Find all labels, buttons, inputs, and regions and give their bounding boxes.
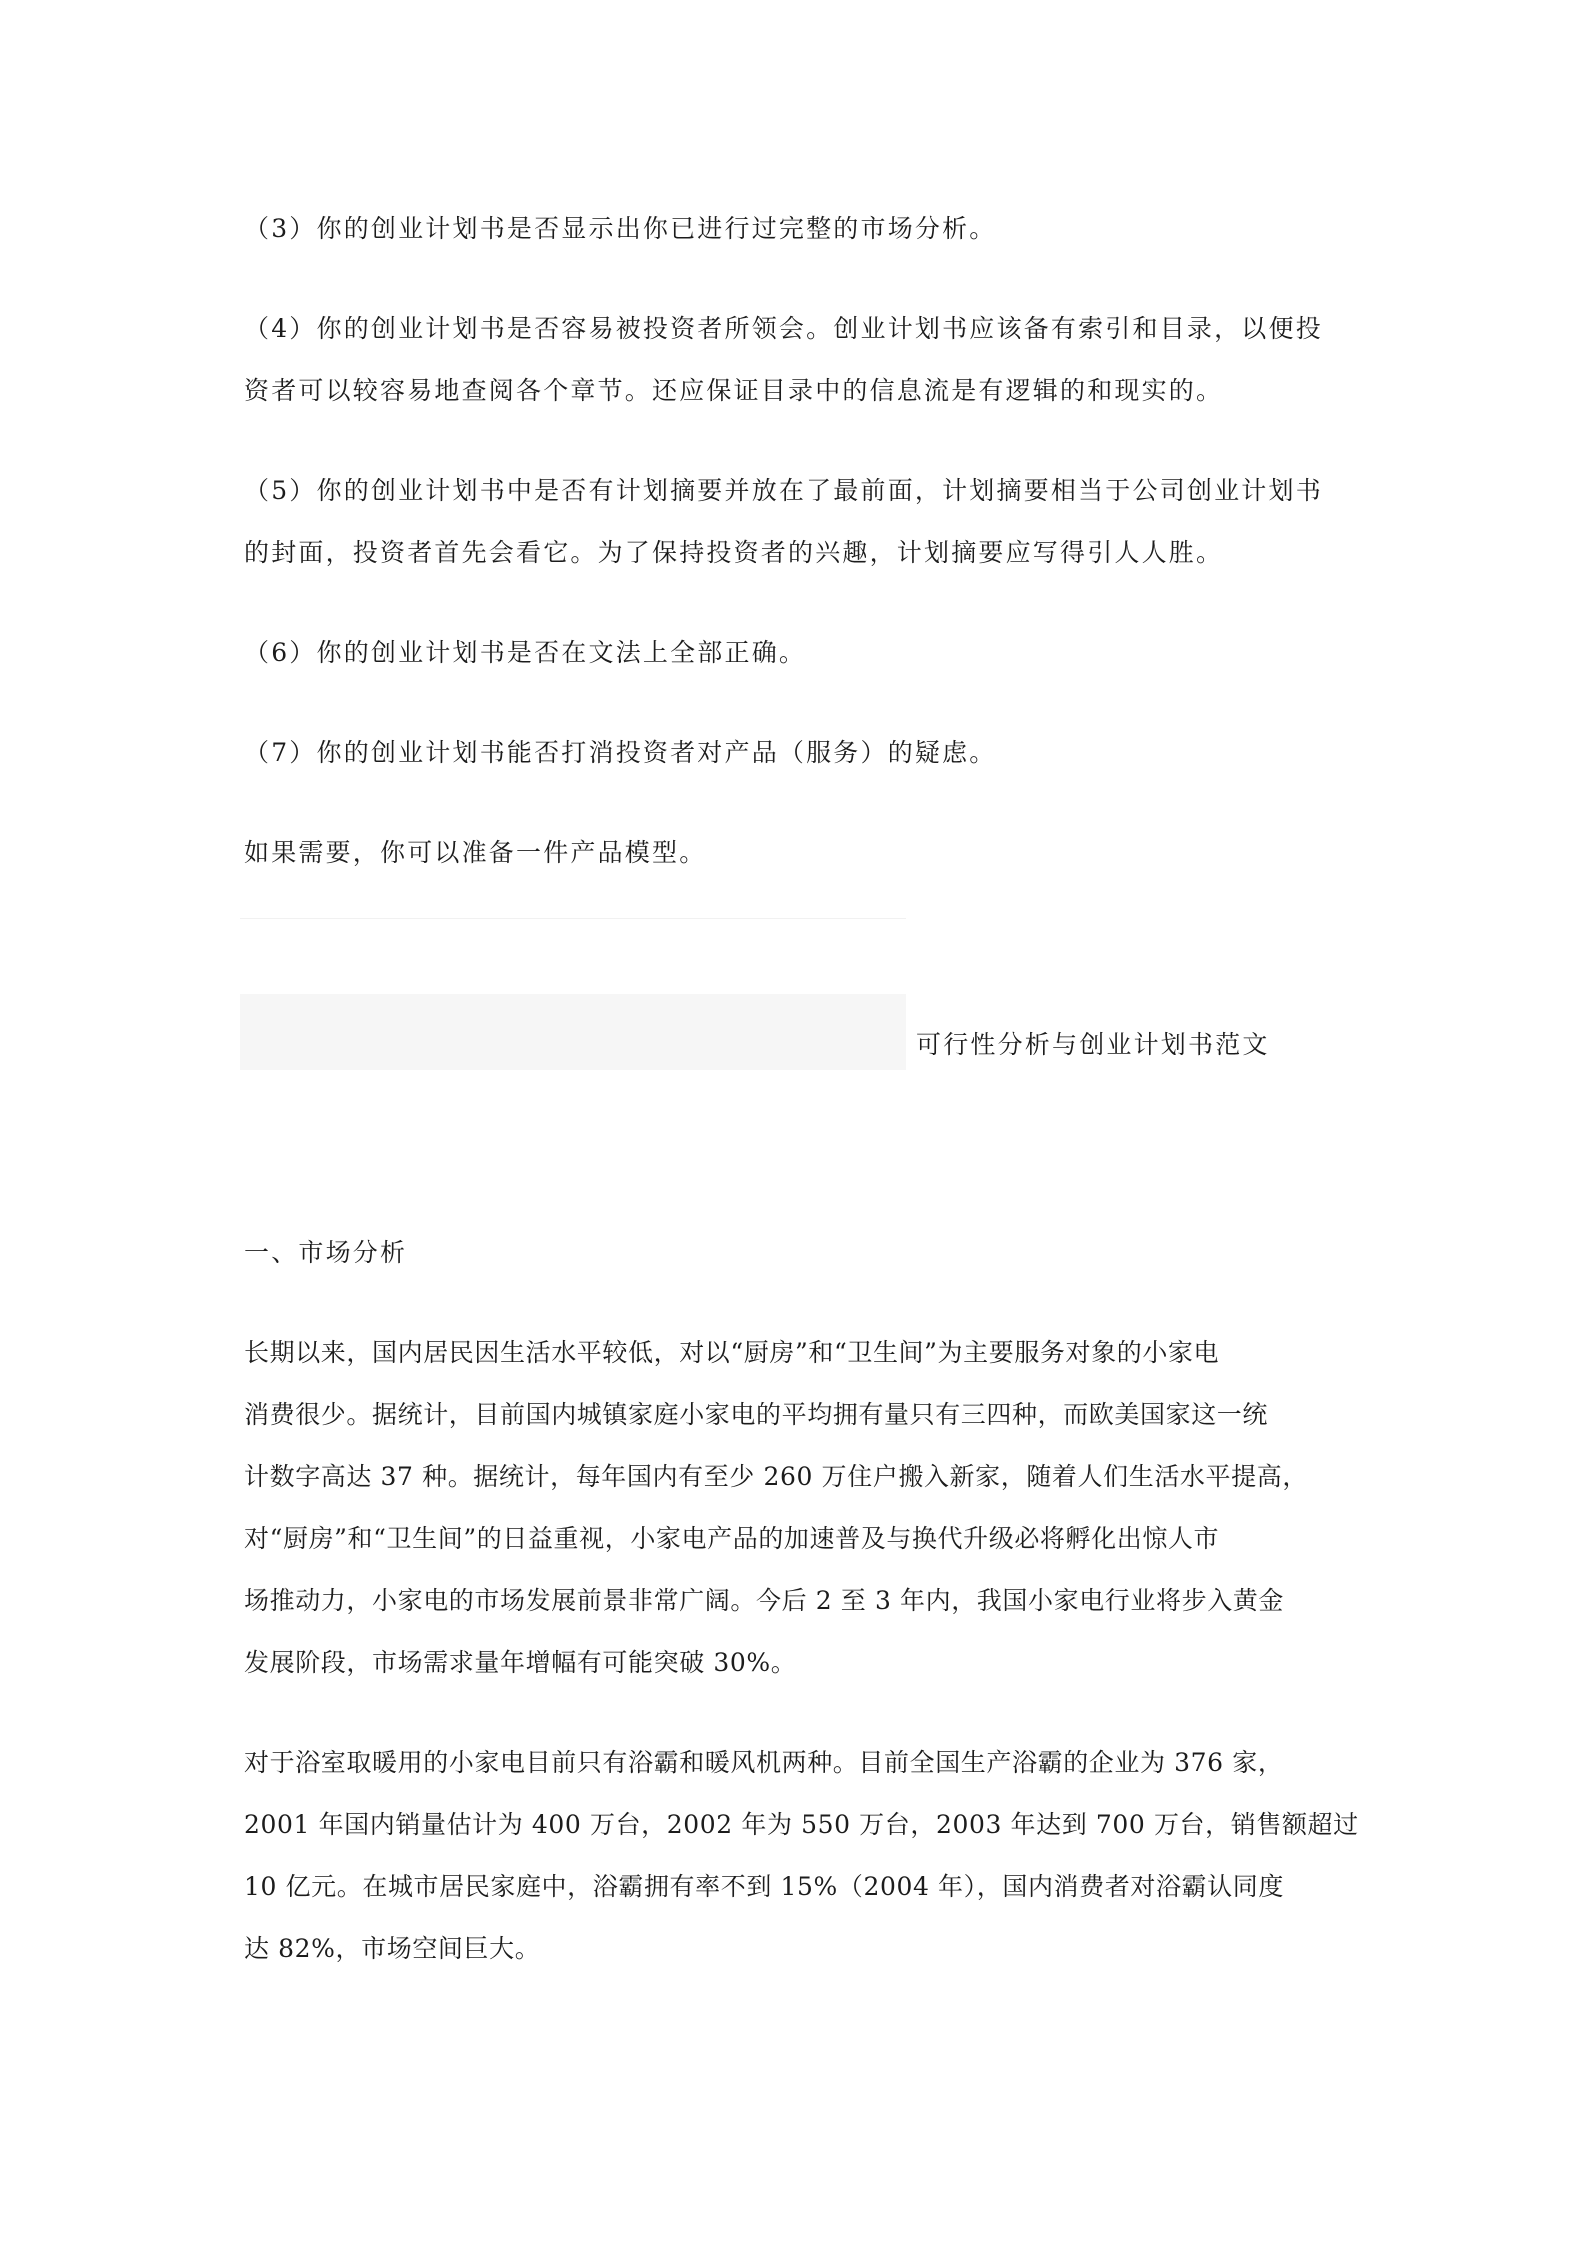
checklist-item-3: （3）你的创业计划书是否显示出你已进行过完整的市场分析。 (244, 214, 997, 243)
paragraph-1-line: 消费很少。据统计，目前国内城镇家庭小家电的平均拥有量只有三四种，而欧美国家这一统 (244, 1400, 1269, 1429)
paragraph-1-line: 发展阶段，市场需求量年增幅有可能突破 30%。 (244, 1648, 797, 1677)
checklist-item-5-line-1: （5）你的创业计划书中是否有计划摘要并放在了最前面，计划摘要相当于公司创业计划书 (244, 476, 1323, 505)
paragraph-1-line: 计数字高达 37 种。据统计，每年国内有至少 260 万住户搬入新家，随着人们生活水平提高， (244, 1462, 1308, 1491)
image-caption: 可行性分析与创业计划书范文 (916, 1030, 1270, 1059)
product-model-note: 如果需要，你可以准备一件产品模型。 (244, 838, 707, 867)
checklist-item-4-line-1: （4）你的创业计划书是否容易被投资者所领会。创业计划书应该备有索引和目录，以便投 (244, 314, 1323, 343)
paragraph-2-line: 达 82%，市场空间巨大。 (244, 1934, 541, 1963)
paragraph-2-line: 2001 年国内销量估计为 400 万台，2002 年为 550 万台，2003 年达到 700 万台，销售额超过 (244, 1810, 1359, 1839)
paragraph-1-line: 场推动力，小家电的市场发展前景非常广阔。今后 2 至 3 年内，我国小家电行业将步入黄金 (244, 1586, 1285, 1615)
checklist-item-5-line-2: 的封面，投资者首先会看它。为了保持投资者的兴趣，计划摘要应写得引人人胜。 (244, 538, 1224, 567)
paragraph-2-line: 对于浴室取暖用的小家电目前只有浴霸和暖风机两种。目前全国生产浴霸的企业为 376 家， (244, 1748, 1284, 1777)
checklist-item-7: （7）你的创业计划书能否打消投资者对产品（服务）的疑虑。 (244, 738, 997, 767)
checklist-item-4-line-2: 资者可以较容易地查阅各个章节。还应保证目录中的信息流是有逻辑的和现实的。 (244, 376, 1224, 405)
paragraph-2-line: 10 亿元。在城市居民家庭中，浴霸拥有率不到 15%（2004 年），国内消费者对浴霸认同度 (244, 1872, 1284, 1901)
checklist-item-6: （6）你的创业计划书是否在文法上全部正确。 (244, 638, 807, 667)
paragraph-1-line: 对“厨房”和“卫生间”的日益重视，小家电产品的加速普及与换代升级必将孵化出惊人市 (244, 1524, 1220, 1553)
embedded-image-top (240, 918, 906, 995)
section-heading: 一、市场分析 (244, 1238, 408, 1267)
paragraph-1-line: 长期以来，国内居民因生活水平较低，对以“厨房”和“卫生间”为主要服务对象的小家电 (244, 1338, 1220, 1367)
embedded-image-bottom (240, 994, 906, 1070)
